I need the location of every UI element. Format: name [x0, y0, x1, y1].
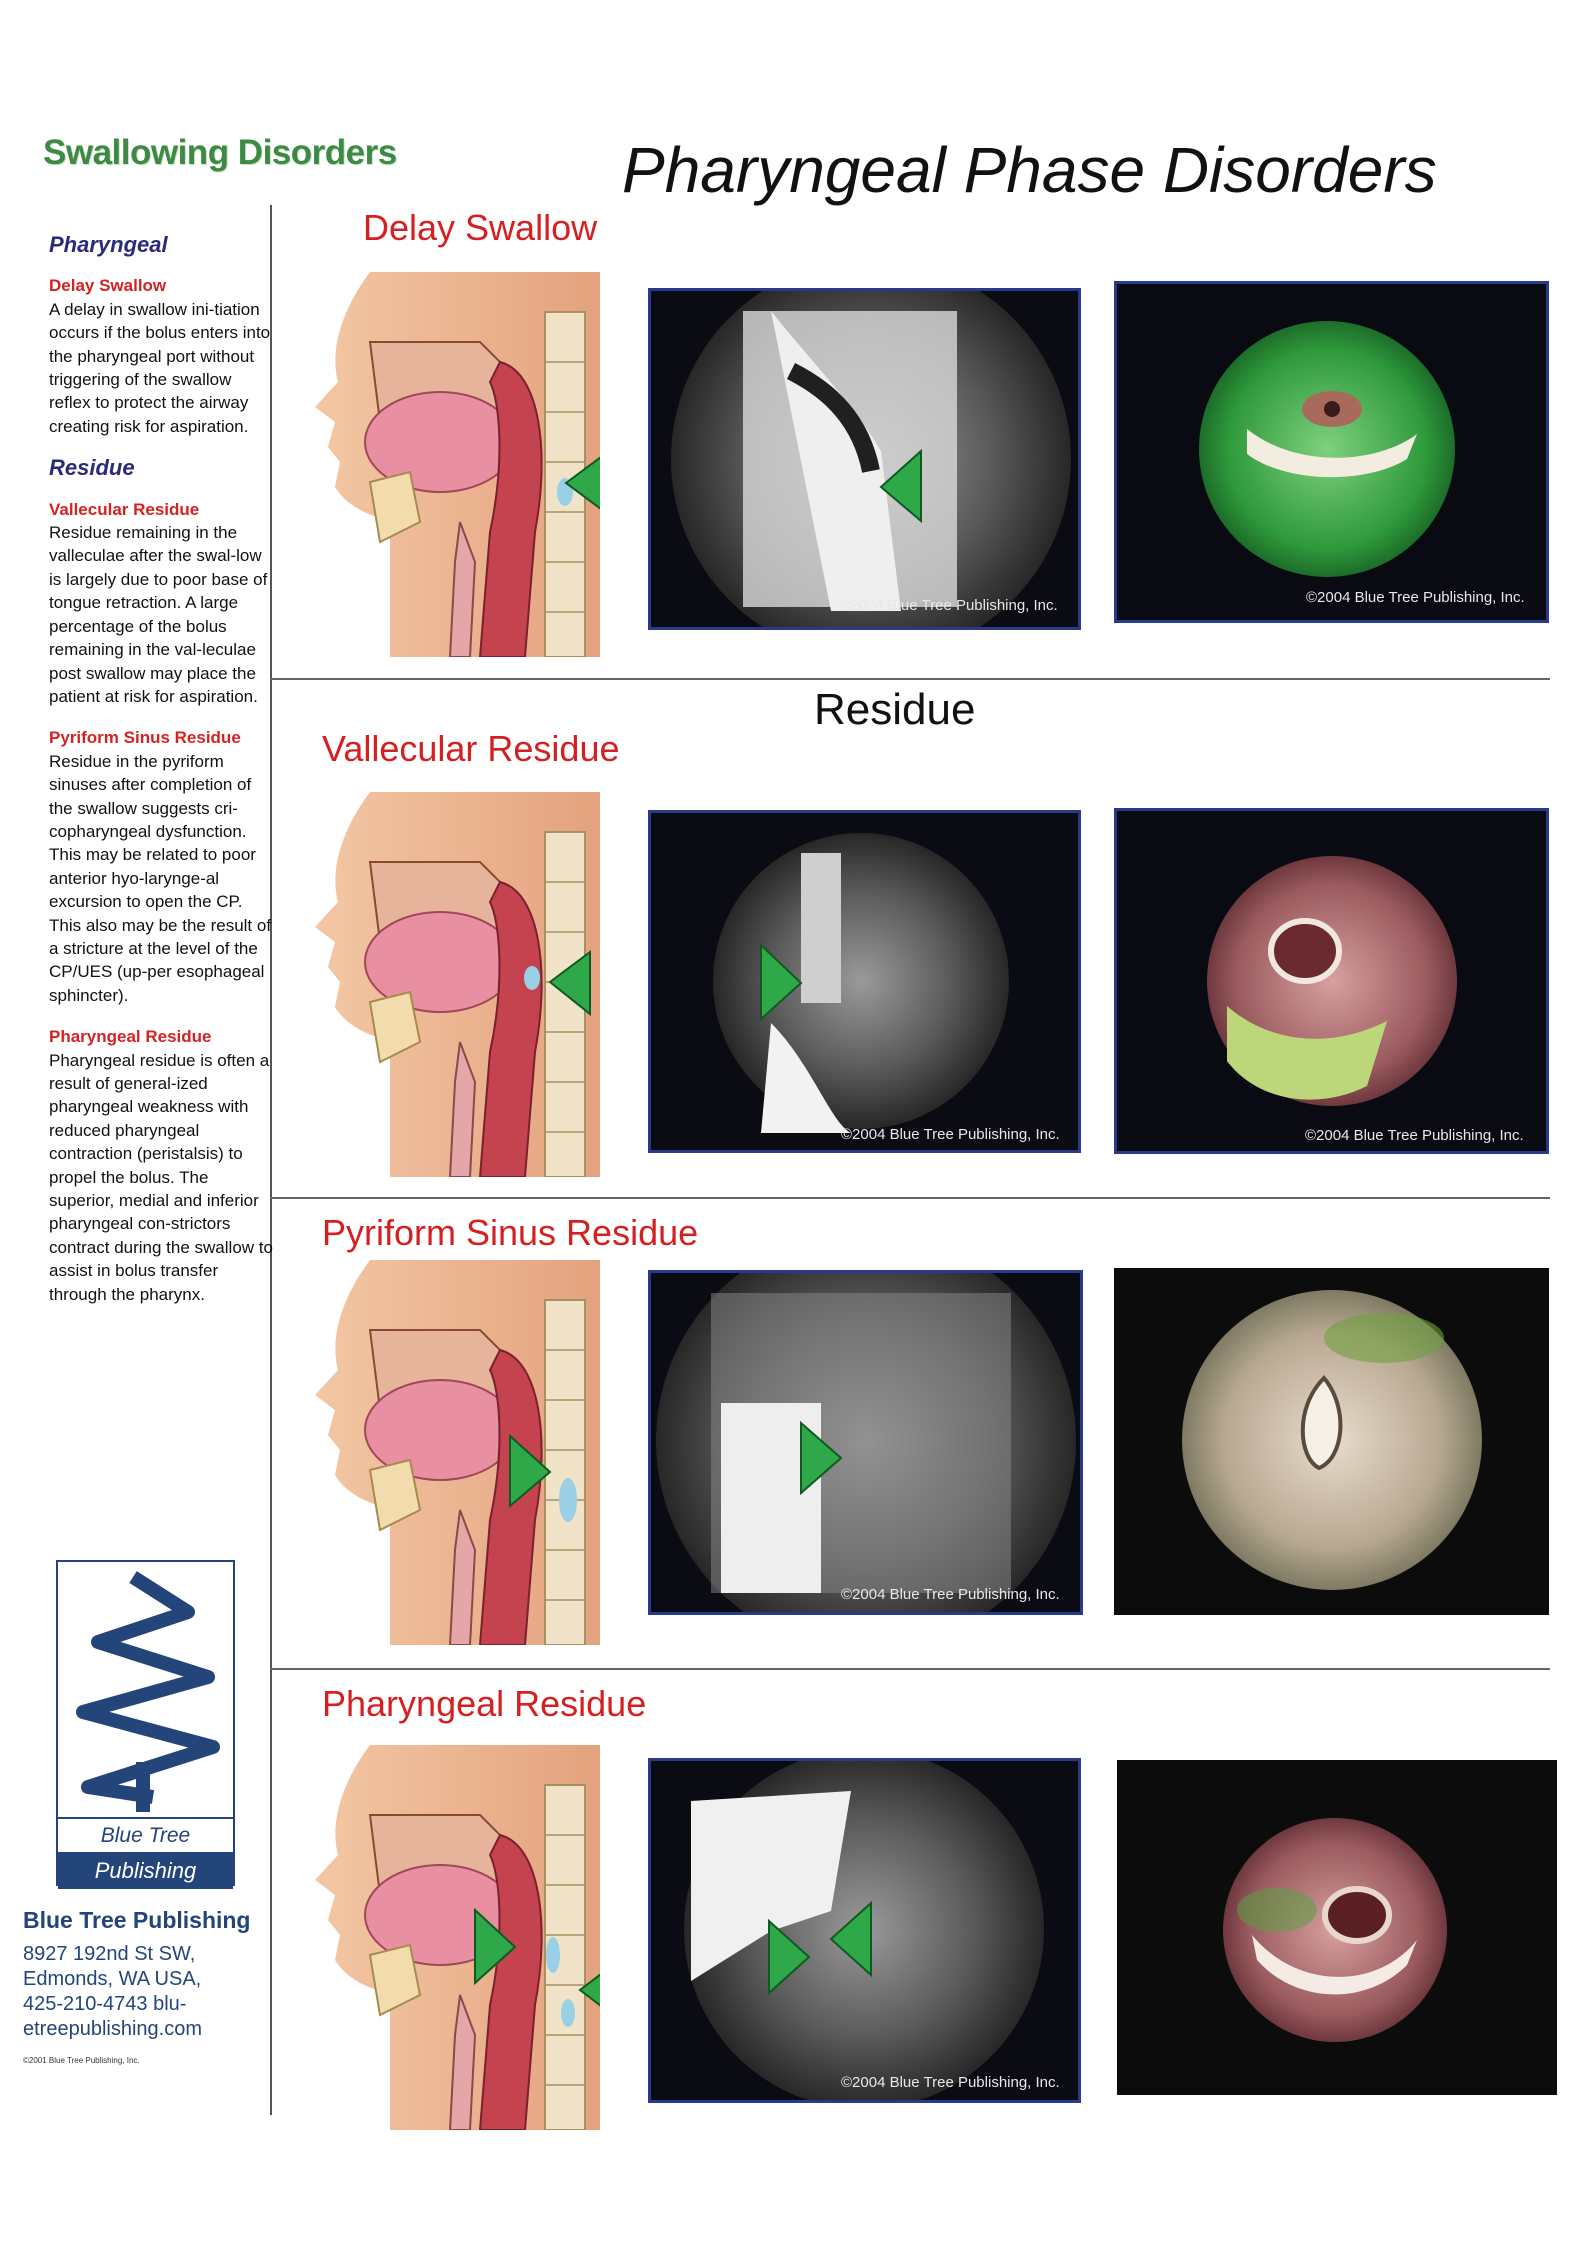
sidebar-heading-pharyngeal: Pharyngeal: [49, 232, 168, 257]
logo-line2: Publishing: [58, 1852, 233, 1889]
sidebar-head-pharyngeal: Pharyngeal Residue: [49, 1027, 212, 1047]
logo-line1: Blue Tree: [58, 1817, 233, 1852]
image-credit: ©2004 Blue Tree Publishing, Inc.: [1306, 589, 1525, 606]
section-title-pyriform: Pyriform Sinus Residue: [322, 1212, 699, 1253]
publisher-address: [23, 1942, 202, 2042]
section-title-pharyngeal: Pharyngeal Residue: [322, 1683, 647, 1724]
sidebar-head-pyriform: Pyriform Sinus Residue: [49, 728, 241, 748]
image-credit: ©2004 Blue Tree Publishing, Inc.: [841, 2074, 1060, 2091]
sidebar-head-vallecular: Vallecular Residue: [49, 499, 200, 519]
publisher-name: Blue Tree Publishing: [23, 1907, 251, 1933]
section-divider: [270, 678, 1550, 680]
section-title-delay: Delay Swallow: [363, 207, 598, 248]
endoscopy-image: [1114, 1268, 1549, 1615]
fluoroscopy-image: [648, 1270, 1083, 1615]
anatomy-illustration: [310, 1260, 600, 1645]
section-divider: [270, 1668, 1550, 1670]
image-credit: ©2004 Blue Tree Publishing, Inc.: [841, 1586, 1060, 1603]
image-credit: ©2004 Blue Tree Publishing, Inc.: [841, 1126, 1060, 1143]
endoscopy-image: [1114, 281, 1549, 623]
fluoroscopy-image: [648, 288, 1081, 630]
address-line: 8927 192nd St SW,: [23, 1943, 196, 1965]
page-title: Pharyngeal Phase Disorders: [622, 134, 1437, 206]
fluoroscopy-image: [648, 810, 1081, 1153]
sidebar-body-pharyngeal: Pharyngeal residue is often a result of general-ized pharyngeal weakness with reduced pharyngeal contraction (peristalsis) to propel the bolus. The superior, medial and inferior pharyngeal con-strictors contract during the swallow to assist in bolus transfer through the pharynx.: [49, 1050, 273, 1304]
image-credit: ©2004 Blue Tree Publishing, Inc.: [1305, 1127, 1524, 1144]
website-line: etreepublishing.com: [23, 2018, 202, 2040]
section-divider: [270, 1197, 1550, 1199]
copyright: ©2001 Blue Tree Publishing, Inc.: [23, 2056, 140, 2065]
anatomy-illustration: [310, 272, 600, 657]
brand-title: Swallowing Disorders: [43, 133, 397, 172]
sidebar-body-vallecular: Residue remaining in the valleculae after the swal-low is largely due to poor base of tongue retraction. A large percentage of the bolus remaining in the val-leculae post swallow may place the patient at risk for aspiration.: [49, 523, 268, 706]
sidebar-body-pyriform: Residue in the pyriform sinuses after completion of the swallow suggests cri-copharyngeal dysfunction. This may be related to poor anterior hyo-larynge-al excursion to open the CP. This also may be the result of a stricture at the level of the CP/UES (up-per esophageal sphincter).: [49, 751, 272, 1005]
tree-logo-icon: [58, 1562, 233, 1812]
endoscopy-image: [1117, 1760, 1557, 2095]
endoscopy-image: [1114, 808, 1549, 1154]
phone-line: 425-210-4743 blu-: [23, 1993, 187, 2015]
fluoroscopy-image: [648, 1758, 1081, 2103]
section-title-vallecular: Vallecular Residue: [322, 728, 620, 769]
sidebar-head-delay: Delay Swallow: [49, 276, 167, 296]
sidebar-body-delay: A delay in swallow ini-tiation occurs if the bolus enters into the pharyngeal port without triggering of the swallow reflex to protect the airway creating risk for aspiration.: [49, 299, 271, 436]
address-line: Edmonds, WA USA,: [23, 1968, 202, 1990]
anatomy-illustration: [310, 1745, 600, 2130]
section-title-residue: Residue: [814, 685, 976, 734]
image-credit: ©2004 Blue Tree Publishing, Inc.: [839, 597, 1058, 614]
sidebar-heading-residue: Residue: [49, 455, 135, 481]
anatomy-illustration: [310, 792, 600, 1177]
sidebar: [49, 233, 274, 1306]
publisher-logo: [56, 1560, 235, 1886]
